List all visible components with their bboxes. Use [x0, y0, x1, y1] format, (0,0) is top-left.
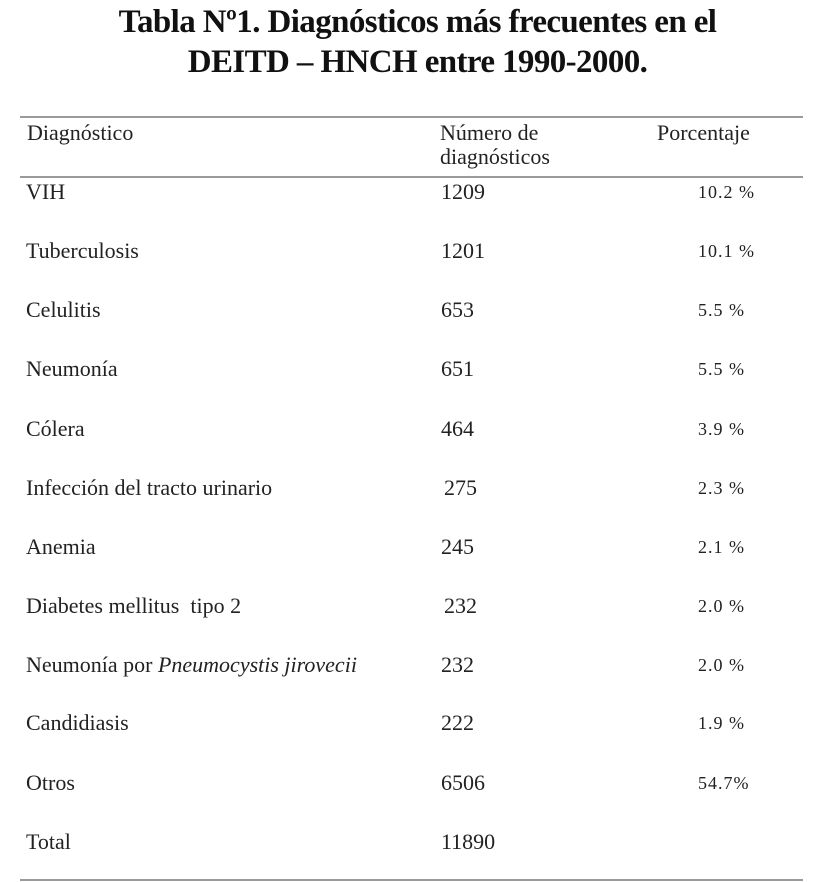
- cell-diagnostico: Candidiasis: [26, 710, 129, 735]
- table-top-rule: [20, 116, 803, 118]
- table-title: [0, 2, 835, 82]
- table-header-rule: [20, 176, 803, 178]
- header-numero: [440, 121, 610, 169]
- table-row: [0, 476, 835, 506]
- cell-numero: 653: [441, 297, 474, 322]
- cell-porcentaje: 2.0 %: [698, 596, 745, 616]
- table-row-total: [0, 830, 835, 860]
- table-bottom-rule: [20, 879, 803, 881]
- table-row: [0, 417, 835, 447]
- table-row: [0, 653, 835, 683]
- header-numero-line2: diagnósticos: [440, 144, 550, 169]
- cell-diagnostico: Neumonía: [26, 356, 118, 381]
- cell-porcentaje: 2.0 %: [698, 655, 745, 675]
- cell-numero: 6506: [441, 770, 485, 795]
- table-row: [0, 298, 835, 328]
- cell-diagnostico: VIH: [26, 179, 66, 204]
- cell-diagnostico-organism: Pneumocystis jirovecii: [157, 652, 357, 677]
- table-row: [0, 357, 835, 387]
- cell-numero: 222: [441, 710, 474, 735]
- cell-diagnostico-prefix: Neumonía por: [26, 652, 158, 677]
- cell-diagnostico: Cólera: [26, 416, 85, 441]
- header-porcentaje: Porcentaje: [657, 120, 750, 145]
- cell-numero: 232: [441, 652, 474, 677]
- cell-porcentaje: 3.9 %: [698, 419, 745, 439]
- table-row: [0, 239, 835, 269]
- cell-porcentaje: 1.9 %: [698, 713, 745, 733]
- table-row: [0, 535, 835, 565]
- cell-diagnostico: Otros: [26, 770, 75, 795]
- cell-numero: 1209: [441, 179, 485, 204]
- table-title-line1: Tabla Nº1. Diagnósticos más frecuentes en el: [118, 4, 717, 40]
- cell-diagnostico: Anemia: [26, 534, 96, 559]
- cell-diagnostico: Infección del tracto urinario: [26, 475, 273, 500]
- cell-porcentaje: 10.1 %: [698, 241, 755, 261]
- cell-diagnostico: Total: [26, 829, 71, 854]
- table-row: [0, 711, 835, 741]
- cell-porcentaje: 10.2 %: [698, 182, 755, 202]
- cell-diagnostico: Diabetes mellitus tipo 2: [26, 593, 242, 618]
- cell-diagnostico: Celulitis: [26, 297, 101, 322]
- cell-numero: 464: [441, 416, 474, 441]
- cell-porcentaje: 5.5 %: [698, 359, 745, 379]
- cell-numero: 232: [444, 593, 477, 618]
- cell-numero: 651: [441, 356, 474, 381]
- cell-porcentaje: 2.1 %: [698, 537, 745, 557]
- header-diagnostico: Diagnóstico: [27, 120, 134, 145]
- header-numero-line1: Número de: [440, 120, 539, 145]
- cell-numero: 275: [444, 475, 477, 500]
- cell-numero: 1201: [441, 238, 485, 263]
- table-title-line2: DEITD – HNCH entre 1990-2000.: [187, 44, 648, 80]
- table-row: [0, 771, 835, 801]
- table-row: [0, 180, 835, 210]
- table-row: [0, 594, 835, 624]
- cell-porcentaje: 54.7%: [698, 773, 750, 793]
- cell-diagnostico: [26, 653, 357, 677]
- cell-porcentaje: 5.5 %: [698, 300, 745, 320]
- cell-porcentaje: 2.3 %: [698, 478, 745, 498]
- cell-diagnostico: Tuberculosis: [26, 238, 139, 263]
- cell-numero: 245: [441, 534, 474, 559]
- cell-numero: 11890: [441, 829, 496, 854]
